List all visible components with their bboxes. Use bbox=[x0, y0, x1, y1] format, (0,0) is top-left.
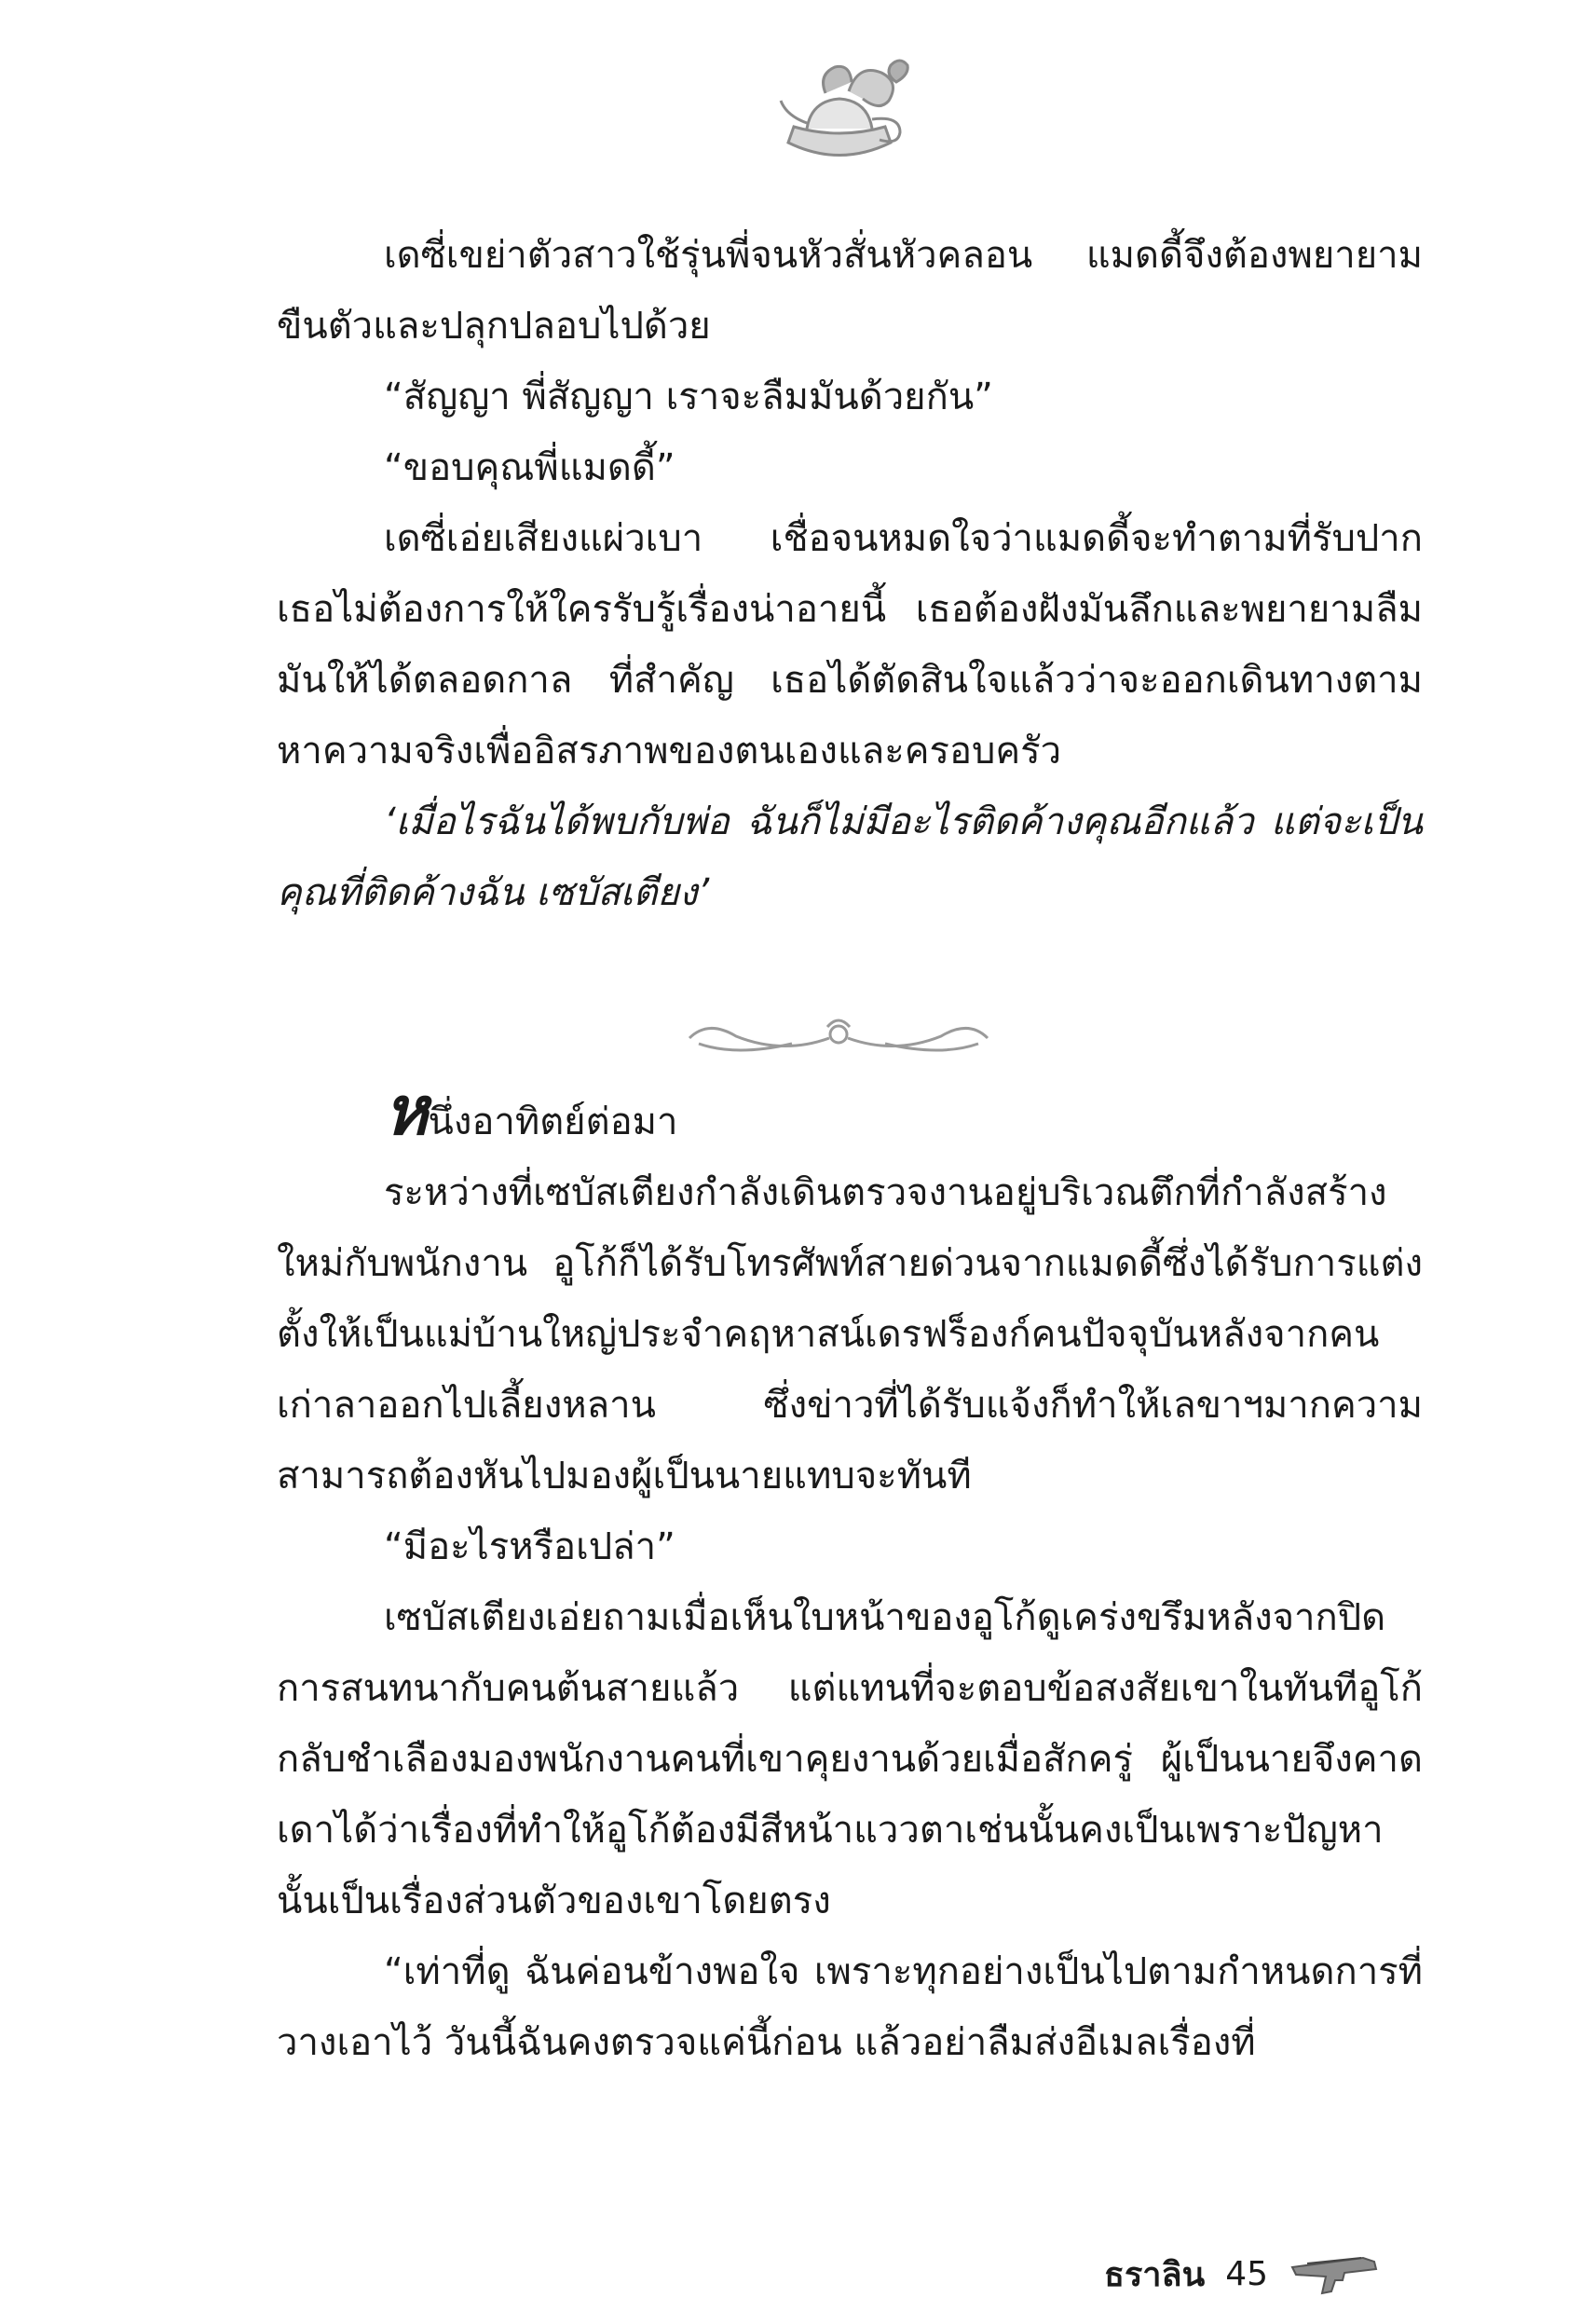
teapot-cupid-icon bbox=[760, 54, 919, 166]
dialogue-line: “ขอบคุณพี่แมดดี้” bbox=[384, 446, 675, 489]
page-footer bbox=[1104, 2248, 1382, 2301]
page-number: 45 bbox=[1225, 2255, 1268, 2293]
flourish-divider-icon bbox=[680, 1010, 997, 1066]
paragraph: “เท่าที่ดู ฉันค่อนข้างพอใจ เพราะทุกอย่างเป็นไปตามกำหนดการที่วางเอาไว้ วันนี้ฉันคงตรวจแค่นี้ก่อน แล้วอย่าลืมส่งอีเมลเรื่องที่ bbox=[277, 1950, 1423, 2064]
paragraph: เดซี่เขย่าตัวสาวใช้รุ่นพี่จนหัวสั่นหัวคลอน แมดดี้จึงต้องพยายามขืนตัวและปลุกปลอบไปด้วย bbox=[277, 234, 1423, 348]
text-block-section bbox=[277, 1071, 1423, 2078]
paragraph: เดซี่เอ่ยเสียงแผ่วเบา เชื่อจนหมดใจว่าแมดดี้จะทำตามที่รับปาก เธอไม่ต้องการให้ใครรับรู้เรื่องน่าอายนี้ เธอต้องฝังมันลึกและพยายามลืมมันให้ได้ตลอดกาล ที่สำคัญ เธอได้ตัดสินใจแล้วว่าจะออกเดินทางตามหาความจริงเพื่ออิสรภาพของตนเองและครอบครัว bbox=[277, 517, 1423, 773]
section-opening bbox=[277, 1071, 1423, 1157]
dialogue-line: “มีอะไรหรือเปล่า” bbox=[384, 1525, 675, 1568]
paragraph: ระหว่างที่เซบัสเตียงกำลังเดินตรวจงานอยู่บริเวณตึกที่กำลังสร้างใหม่กับพนักงาน อูโก้ก็ได้รับโทรศัพท์สายด่วนจากแมดดี้ซึ่งได้รับการแต่งตั้งให้เป็นแม่บ้านใหญ่ประจำคฤหาสน์เดรฟร็องก์คนปัจจุบันหลังจากคนเก่าลาออกไปเลี้ยงหลาน ซึ่งข่าวที่ได้รับแจ้งก็ทำให้เลขาฯมากความสามารถต้องหันไปมองผู้เป็นนายแทบจะทันที bbox=[277, 1171, 1423, 1497]
dialogue-line: “สัญญา พี่สัญญา เราจะลืมมันด้วยกัน” bbox=[384, 376, 993, 418]
drop-cap: ห bbox=[384, 1071, 429, 1150]
author-name: ธราลิน bbox=[1103, 2256, 1206, 2294]
inner-thought: ‘เมื่อไรฉันได้พบกับพ่อ ฉันก็ไม่มีอะไรติดค้างคุณอีกแล้ว แต่จะเป็นคุณที่ติดค้างฉัน เซบัสเตียง’ bbox=[277, 800, 1423, 914]
text-block-top bbox=[277, 220, 1423, 928]
paragraph: เซบัสเตียงเอ่ยถามเมื่อเห็นใบหน้าของอูโก้ดูเคร่งขรึมหลังจากปิดการสนทนากับคนต้นสายแล้ว แต่แทนที่จะตอบข้อสงสัยเขาในทันทีอูโก้กลับชำเลืองมองพนักงานคนที่เขาคุยงานด้วยเมื่อสักครู่ ผู้เป็นนายจึงคาดเดาได้ว่าเรื่องที่ทำให้อูโก้ต้องมีสีหน้าแววตาเช่นนั้นคงเป็นเพราะปัญหานั้นเป็นเรื่องส่วนตัวของเขาโดยตรง bbox=[277, 1596, 1423, 1922]
pistol-icon bbox=[1289, 2252, 1382, 2297]
opening-text: นึ่งอาทิตย์ต่อมา bbox=[428, 1101, 678, 1143]
